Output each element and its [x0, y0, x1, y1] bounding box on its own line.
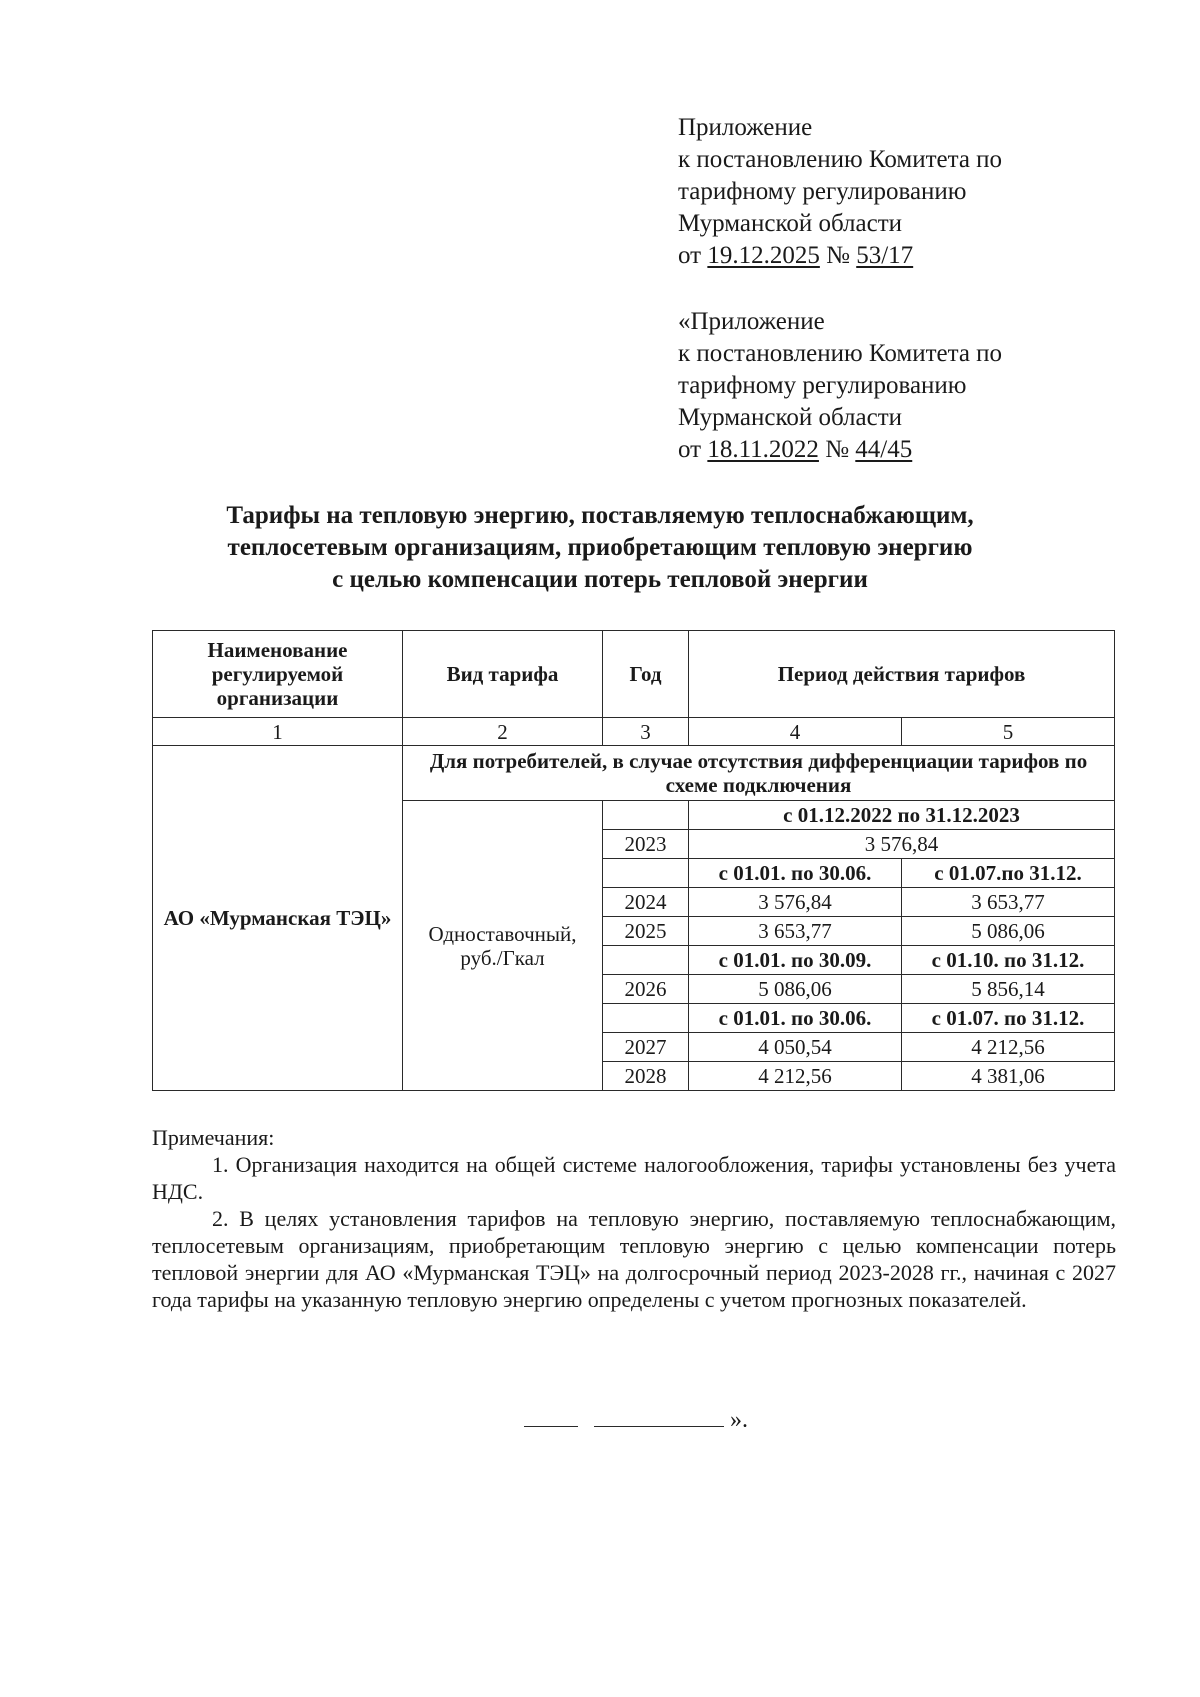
period-cell: с 01.07.по 31.12. — [902, 859, 1115, 888]
column-number: 2 — [403, 718, 603, 746]
tariffs-table — [152, 630, 1115, 1091]
period-2023: с 01.12.2022 по 31.12.2023 — [689, 801, 1115, 830]
notes-section — [152, 1124, 1116, 1313]
closing-quote: ». — [730, 1407, 748, 1433]
tariff-value: 3 576,84 — [689, 888, 902, 917]
year-cell: 2027 — [603, 1033, 689, 1062]
title-line: Тарифы на тепловую энергию, поставляемую теплоснабжающим, — [226, 502, 974, 529]
title-line: с целью компенсации потерь тепловой энергии — [332, 566, 868, 593]
appendix-line: тарифному регулированию — [678, 178, 967, 205]
note-item: 1. Организация находится на общей системе налогообложения, тарифы установлены без учета НДС. — [152, 1152, 1116, 1204]
resolution-date: 19.12.2025 — [707, 242, 820, 269]
table-header-row — [153, 631, 1115, 718]
year-cell — [603, 1004, 689, 1033]
date-prefix: от — [678, 242, 708, 269]
year-cell: 2023 — [603, 830, 689, 859]
closing-rule — [524, 1408, 578, 1427]
header-period: Период действия тарифов — [689, 631, 1115, 718]
resolution-number: 53/17 — [856, 242, 914, 269]
appendix-line: тарифному регулированию — [678, 372, 967, 399]
year-cell: 2024 — [603, 888, 689, 917]
tariff-value: 4 212,56 — [689, 1062, 902, 1091]
tariff-value-2023: 3 576,84 — [689, 830, 1115, 859]
appendix-date-line — [678, 240, 1002, 272]
year-cell — [603, 801, 689, 830]
tariff-value: 4 381,06 — [902, 1062, 1115, 1091]
closing-rule — [594, 1408, 724, 1427]
appendix-header-current — [678, 112, 1002, 272]
column-number-row — [153, 718, 1115, 746]
column-number: 3 — [603, 718, 689, 746]
tariff-value: 3 653,77 — [902, 888, 1115, 917]
year-cell: 2025 — [603, 917, 689, 946]
appendix-line: Приложение — [678, 114, 813, 141]
tariff-value: 5 086,06 — [902, 917, 1115, 946]
consumer-subheader: Для потребителей, в случае отсутствия дифференциации тарифов по схеме подключения — [403, 746, 1115, 801]
appendix-header-original — [678, 306, 1002, 466]
year-cell: 2026 — [603, 975, 689, 1004]
resolution-number: 44/45 — [855, 436, 913, 463]
year-cell: 2028 — [603, 1062, 689, 1091]
year-cell — [603, 859, 689, 888]
header-org: Наименование регулируемой организации — [153, 631, 403, 718]
appendix-line: Мурманской области — [678, 404, 903, 431]
period-cell: с 01.01. по 30.09. — [689, 946, 902, 975]
note-item: 2. В целях установления тарифов на тепловую энергию, поставляемую теплоснабжающим, теплосетевым организациям, приобретающим тепловую энергию с целью компенсации потерь тепловой энергии для АО «Мурманская ТЭЦ» на долгосрочный период 2023-2028 гг., начиная с 2027 года тарифы на указанную тепловую энергию определены с учетом прогнозных показателей. — [152, 1206, 1116, 1312]
number-prefix: № — [819, 242, 857, 269]
year-cell — [603, 946, 689, 975]
header-tariff-type: Вид тарифа — [403, 631, 603, 718]
notes-heading: Примечания: — [152, 1125, 275, 1150]
tariff-value: 3 653,77 — [689, 917, 902, 946]
appendix-line: «Приложение — [678, 308, 825, 335]
appendix-line: к постановлению Комитета по — [678, 146, 1003, 173]
tariff-value: 5 086,06 — [689, 975, 902, 1004]
header-year: Год — [603, 631, 689, 718]
date-prefix: от — [678, 436, 708, 463]
tariff-value: 4 050,54 — [689, 1033, 902, 1062]
period-cell: с 01.01. по 30.06. — [689, 1004, 902, 1033]
period-cell: с 01.07. по 31.12. — [902, 1004, 1115, 1033]
appendix-line: к постановлению Комитета по — [678, 340, 1003, 367]
tariff-value: 5 856,14 — [902, 975, 1115, 1004]
column-number: 1 — [153, 718, 403, 746]
appendix-line: Мурманской области — [678, 210, 903, 237]
period-cell: с 01.01. по 30.06. — [689, 859, 902, 888]
tariff-value: 4 212,56 — [902, 1033, 1115, 1062]
resolution-date: 18.11.2022 — [707, 436, 819, 463]
tariff-type: Одноставочный, руб./Гкал — [403, 801, 603, 1091]
title-line: теплосетевым организациям, приобретающим тепловую энергию — [227, 534, 973, 561]
column-number: 4 — [689, 718, 902, 746]
appendix-date-line — [678, 434, 1002, 466]
closing-mark — [524, 1407, 748, 1434]
table-row — [153, 746, 1115, 801]
column-number: 5 — [902, 718, 1115, 746]
document-title — [150, 500, 1050, 596]
number-prefix: № — [818, 436, 856, 463]
period-cell: с 01.10. по 31.12. — [902, 946, 1115, 975]
organization-name: АО «Мурманская ТЭЦ» — [153, 746, 403, 1091]
